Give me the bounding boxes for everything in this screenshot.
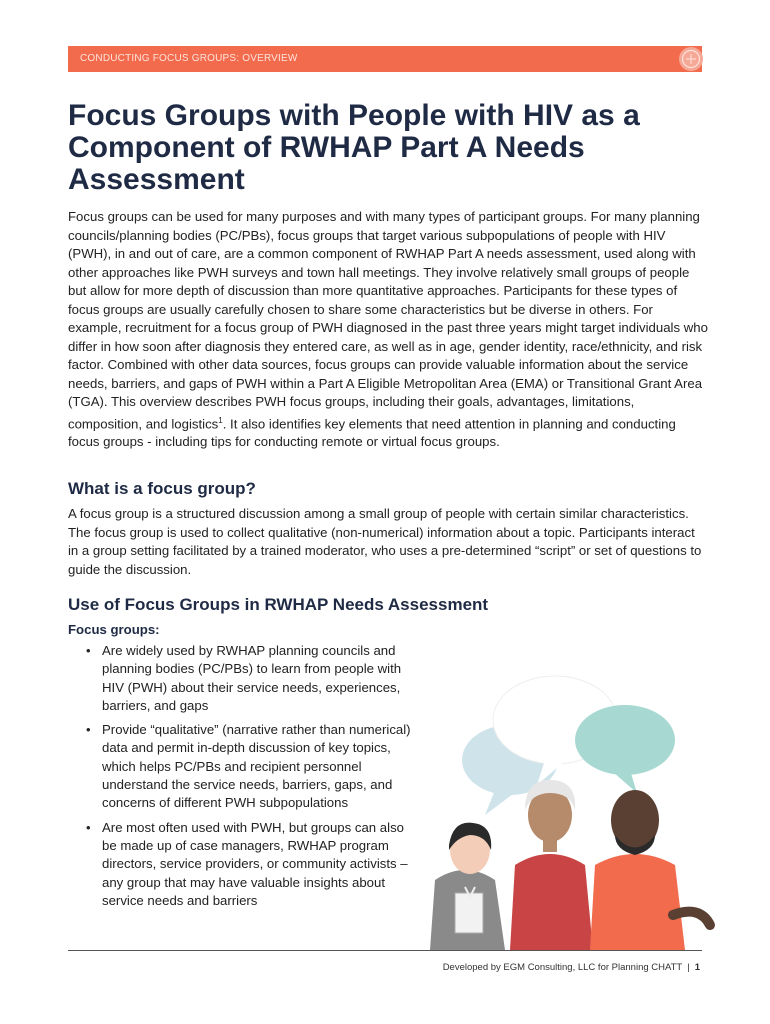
footer-divider xyxy=(68,950,702,951)
section-heading-what-is: What is a focus group? xyxy=(68,479,256,498)
bullet-icon: • xyxy=(86,819,91,835)
person-right-figure xyxy=(590,790,710,950)
speech-bubble-icon xyxy=(575,705,675,793)
list-item xyxy=(68,819,418,910)
header-bar xyxy=(68,46,702,72)
person-middle-figure xyxy=(510,780,593,950)
list-item xyxy=(68,642,418,715)
section-body-what-is: A focus group is a structured discussion among a small group of people with certain similar characteristics. The focus group is used to collect qualitative (non-numerical) information about a topic. Participants interact in a group setting facilitated by a trained moderator, who uses a pre-determined “script” or set of questions to guide the discussion. xyxy=(68,506,702,577)
bullet-icon: • xyxy=(86,643,91,658)
bullet-icon: • xyxy=(86,722,91,738)
footer xyxy=(443,962,700,973)
person-left-figure xyxy=(430,823,505,950)
list-item xyxy=(68,721,418,812)
footer-separator: | xyxy=(687,962,690,973)
intro-paragraph xyxy=(68,208,708,452)
page-number: 1 xyxy=(694,962,700,973)
list-item-text: Are most often used with PWH, but groups can also be made up of case managers, RWHAP program directors, service providers, or community activists – any group that may have valuable insights about service needs and barriers xyxy=(102,819,408,908)
bullet-list xyxy=(68,642,418,916)
section-heading-use: Use of Focus Groups in RWHAP Needs Assessment xyxy=(68,595,489,614)
focus-group-people-illustration xyxy=(425,675,725,950)
footnote-ref[interactable]: 1 xyxy=(218,415,223,425)
circle-logo-icon xyxy=(678,46,704,72)
subheading-focus-groups: Focus groups: xyxy=(68,622,160,637)
intro-text: Focus groups can be used for many purposes and with many types of participant groups. For many planning councils/planning bodies (PC/PBs), focus groups that target various subpopulations of people with HIV (PWH), in and out of care, are a common component of RWHAP Part A needs assessment, used along with other approaches like PWH surveys and town hall meetings. They involve relatively small groups of people but allow for more depth of discussion than more quantitative approaches. Participants for these types of focus groups are usually carefully chosen to share some characteristics but be diverse in others. For example, recruitment for a focus group of PWH diagnosed in the past three years might target individuals who differ in how soon after diagnosis they entered care, as well as in age, gender identity, race/ethnicity, and risk factor. Combined with other data sources, focus groups can provide valuable information about the service needs, barriers, and gaps of PWH within a Part A Eligible Metropolitan Area (EMA) or Transitional Grant Area (TGA). This overview describes PWH focus groups, including their goals, advantages, limitations, composition, and logistics xyxy=(68,209,708,431)
section-label: CONDUCTING FOCUS GROUPS: OVERVIEW xyxy=(80,53,298,64)
list-item-text: Provide “qualitative” (narrative rather than numerical) data and permit in-depth discussion of key topics, which helps PC/PBs and recipient personnel understand the service needs, barriers, gaps, and concerns of different PWH subpopulations xyxy=(102,722,411,811)
page-title: Focus Groups with People with HIV as a Component of RWHAP Part A Needs Assessment xyxy=(68,99,640,196)
footer-credit: Developed by EGM Consulting, LLC for Planning CHATT xyxy=(442,962,683,973)
intro-text-end: . It also identifies key elements that need attention in planning and conducting focus groups - including tips for conducting remote or virtual focus groups. xyxy=(68,415,676,450)
list-item-text: Are widely used by RWHAP planning councils and planning bodies (PC/PBs) to learn from people with HIV (PWH) about their service needs, experiences, barriers, and gaps xyxy=(102,643,402,713)
